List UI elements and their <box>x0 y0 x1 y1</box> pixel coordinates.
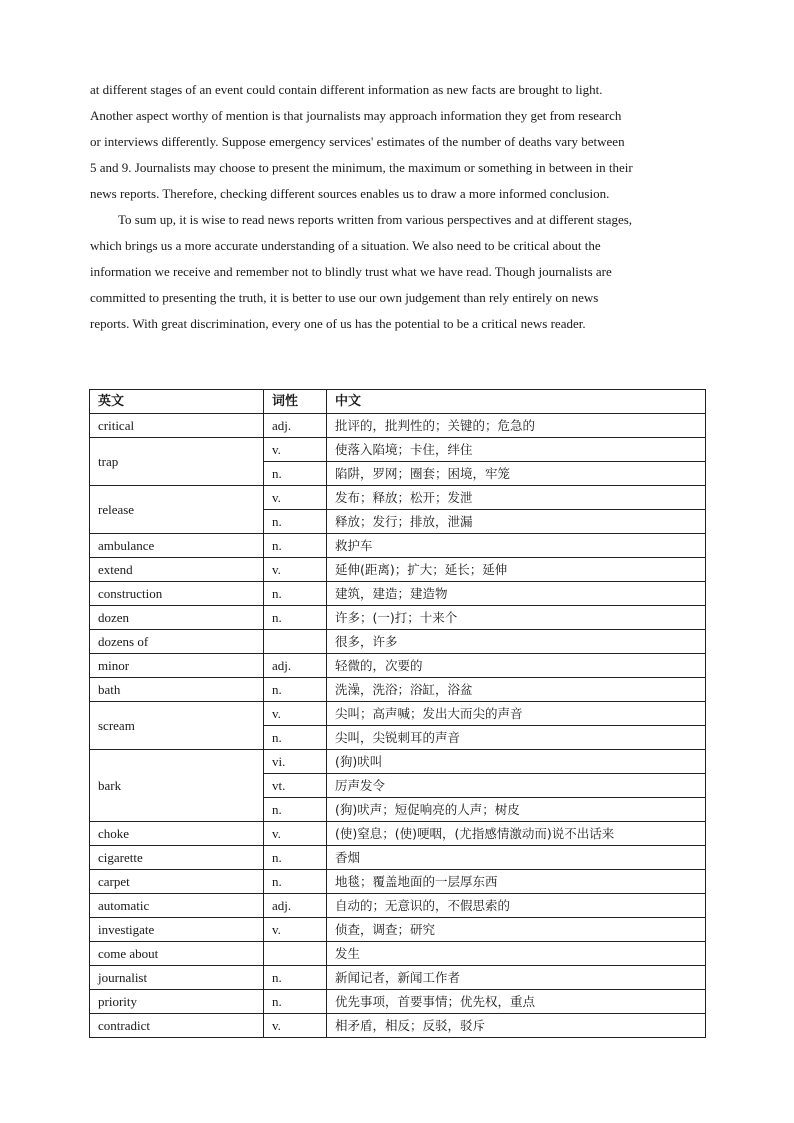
meaning-cell: 优先事项，首要事情；优先权，重点 <box>327 990 706 1014</box>
word-cell: carpet <box>90 870 264 894</box>
meaning-cell: 相矛盾，相反；反驳，驳斥 <box>327 1014 706 1038</box>
pos-cell: v. <box>264 486 327 510</box>
pos-cell: v. <box>264 702 327 726</box>
table-row <box>90 1014 706 1038</box>
table-row <box>90 630 706 654</box>
pos-cell: n. <box>264 990 327 1014</box>
meaning-cell: (狗)吠叫 <box>327 750 706 774</box>
pos-cell: v. <box>264 1014 327 1038</box>
pos-cell: n. <box>264 798 327 822</box>
pos-cell: n. <box>264 534 327 558</box>
word-cell: trap <box>90 438 264 486</box>
word-cell: extend <box>90 558 264 582</box>
passage-line: 5 and 9. Journalists may choose to present the minimum, the maximum or something in between in their <box>90 160 633 175</box>
word-cell: investigate <box>90 918 264 942</box>
table-row <box>90 822 706 846</box>
meaning-cell: 建筑，建造；建造物 <box>327 582 706 606</box>
pos-cell: v. <box>264 438 327 462</box>
passage-line: committed to presenting the truth, it is better to use our own judgement than rely entirely on news <box>90 290 599 305</box>
word-cell: come about <box>90 942 264 966</box>
meaning-cell: 尖叫，尖锐刺耳的声音 <box>327 726 706 750</box>
header-english: 英文 <box>90 390 264 414</box>
meaning-cell: 释放；发行；排放，泄漏 <box>327 510 706 534</box>
table-row <box>90 438 706 462</box>
meaning-cell: 救护车 <box>327 534 706 558</box>
word-cell: dozen <box>90 606 264 630</box>
word-cell: construction <box>90 582 264 606</box>
pos-cell <box>264 942 327 966</box>
word-cell: priority <box>90 990 264 1014</box>
table-row <box>90 654 706 678</box>
passage-paragraph-2 <box>90 207 704 337</box>
header-part-of-speech: 词性 <box>264 390 327 414</box>
meaning-cell: (使)窒息；(使)哽咽，(尤指感情激动而)说不出话来 <box>327 822 706 846</box>
word-cell: critical <box>90 414 264 438</box>
meaning-cell: 批评的，批判性的；关键的；危急的 <box>327 414 706 438</box>
meaning-cell: 延伸(距离)；扩大；延长；延伸 <box>327 558 706 582</box>
word-cell: ambulance <box>90 534 264 558</box>
word-cell: bark <box>90 750 264 822</box>
vocabulary-table <box>89 389 706 1038</box>
header-chinese: 中文 <box>327 390 706 414</box>
word-cell: choke <box>90 822 264 846</box>
meaning-cell: 使落入陷境；卡住，绊住 <box>327 438 706 462</box>
passage-paragraph-1 <box>90 77 704 207</box>
table-header-row <box>90 390 706 414</box>
pos-cell: n. <box>264 870 327 894</box>
meaning-cell: 新闻记者，新闻工作者 <box>327 966 706 990</box>
table-row <box>90 918 706 942</box>
word-cell: release <box>90 486 264 534</box>
word-cell: journalist <box>90 966 264 990</box>
table-row <box>90 702 706 726</box>
passage-line: news reports. Therefore, checking different sources enables us to draw a more informed conclusion. <box>90 186 610 201</box>
word-cell: bath <box>90 678 264 702</box>
meaning-cell: (狗)吠声；短促响亮的人声；树皮 <box>327 798 706 822</box>
meaning-cell: 陷阱，罗网；圈套；困境，牢笼 <box>327 462 706 486</box>
word-cell: minor <box>90 654 264 678</box>
word-cell: contradict <box>90 1014 264 1038</box>
meaning-cell: 地毯；覆盖地面的一层厚东西 <box>327 870 706 894</box>
pos-cell: n. <box>264 462 327 486</box>
meaning-cell: 侦查，调查；研究 <box>327 918 706 942</box>
passage-line: at different stages of an event could contain different information as new facts are brought to light. <box>90 82 603 97</box>
pos-cell: vt. <box>264 774 327 798</box>
passage-line: Another aspect worthy of mention is that journalists may approach information they get from research <box>90 108 622 123</box>
table-row <box>90 870 706 894</box>
pos-cell: n. <box>264 726 327 750</box>
table-row <box>90 486 706 510</box>
meaning-cell: 尖叫；高声喊；发出大而尖的声音 <box>327 702 706 726</box>
word-cell: scream <box>90 702 264 750</box>
table-row <box>90 414 706 438</box>
meaning-cell: 很多，许多 <box>327 630 706 654</box>
pos-cell: v. <box>264 918 327 942</box>
meaning-cell: 洗澡，洗浴；浴缸，浴盆 <box>327 678 706 702</box>
pos-cell: vi. <box>264 750 327 774</box>
meaning-cell: 轻微的，次要的 <box>327 654 706 678</box>
table-row <box>90 678 706 702</box>
table-row <box>90 894 706 918</box>
word-cell: cigarette <box>90 846 264 870</box>
table-row <box>90 942 706 966</box>
table-row <box>90 606 706 630</box>
passage-line: or interviews differently. Suppose emergency services' estimates of the number of deaths vary between <box>90 134 625 149</box>
meaning-cell: 发布；释放；松开；发泄 <box>327 486 706 510</box>
meaning-cell: 香烟 <box>327 846 706 870</box>
table-row <box>90 990 706 1014</box>
passage-line: To sum up, it is wise to read news reports written from various perspectives and at different stages, <box>118 212 633 227</box>
table-row <box>90 558 706 582</box>
pos-cell <box>264 630 327 654</box>
pos-cell: n. <box>264 582 327 606</box>
pos-cell: adj. <box>264 414 327 438</box>
passage-line: which brings us a more accurate understanding of a situation. We also need to be critical about the <box>90 238 601 253</box>
pos-cell: n. <box>264 846 327 870</box>
pos-cell: adj. <box>264 654 327 678</box>
passage-line: reports. With great discrimination, every one of us has the potential to be a critical news reader. <box>90 316 586 331</box>
table-row <box>90 534 706 558</box>
word-cell: automatic <box>90 894 264 918</box>
meaning-cell: 许多；(一)打；十来个 <box>327 606 706 630</box>
pos-cell: n. <box>264 510 327 534</box>
table-row <box>90 582 706 606</box>
pos-cell: v. <box>264 558 327 582</box>
table-row <box>90 846 706 870</box>
pos-cell: n. <box>264 606 327 630</box>
table-row <box>90 750 706 774</box>
pos-cell: n. <box>264 678 327 702</box>
pos-cell: n. <box>264 966 327 990</box>
passage-line: information we receive and remember not to blindly trust what we have read. Though journalists are <box>90 264 612 279</box>
table-row <box>90 966 706 990</box>
pos-cell: v. <box>264 822 327 846</box>
meaning-cell: 发生 <box>327 942 706 966</box>
pos-cell: adj. <box>264 894 327 918</box>
meaning-cell: 自动的；无意识的，不假思索的 <box>327 894 706 918</box>
word-cell: dozens of <box>90 630 264 654</box>
vocabulary-table-body <box>90 414 706 1038</box>
meaning-cell: 厉声发令 <box>327 774 706 798</box>
